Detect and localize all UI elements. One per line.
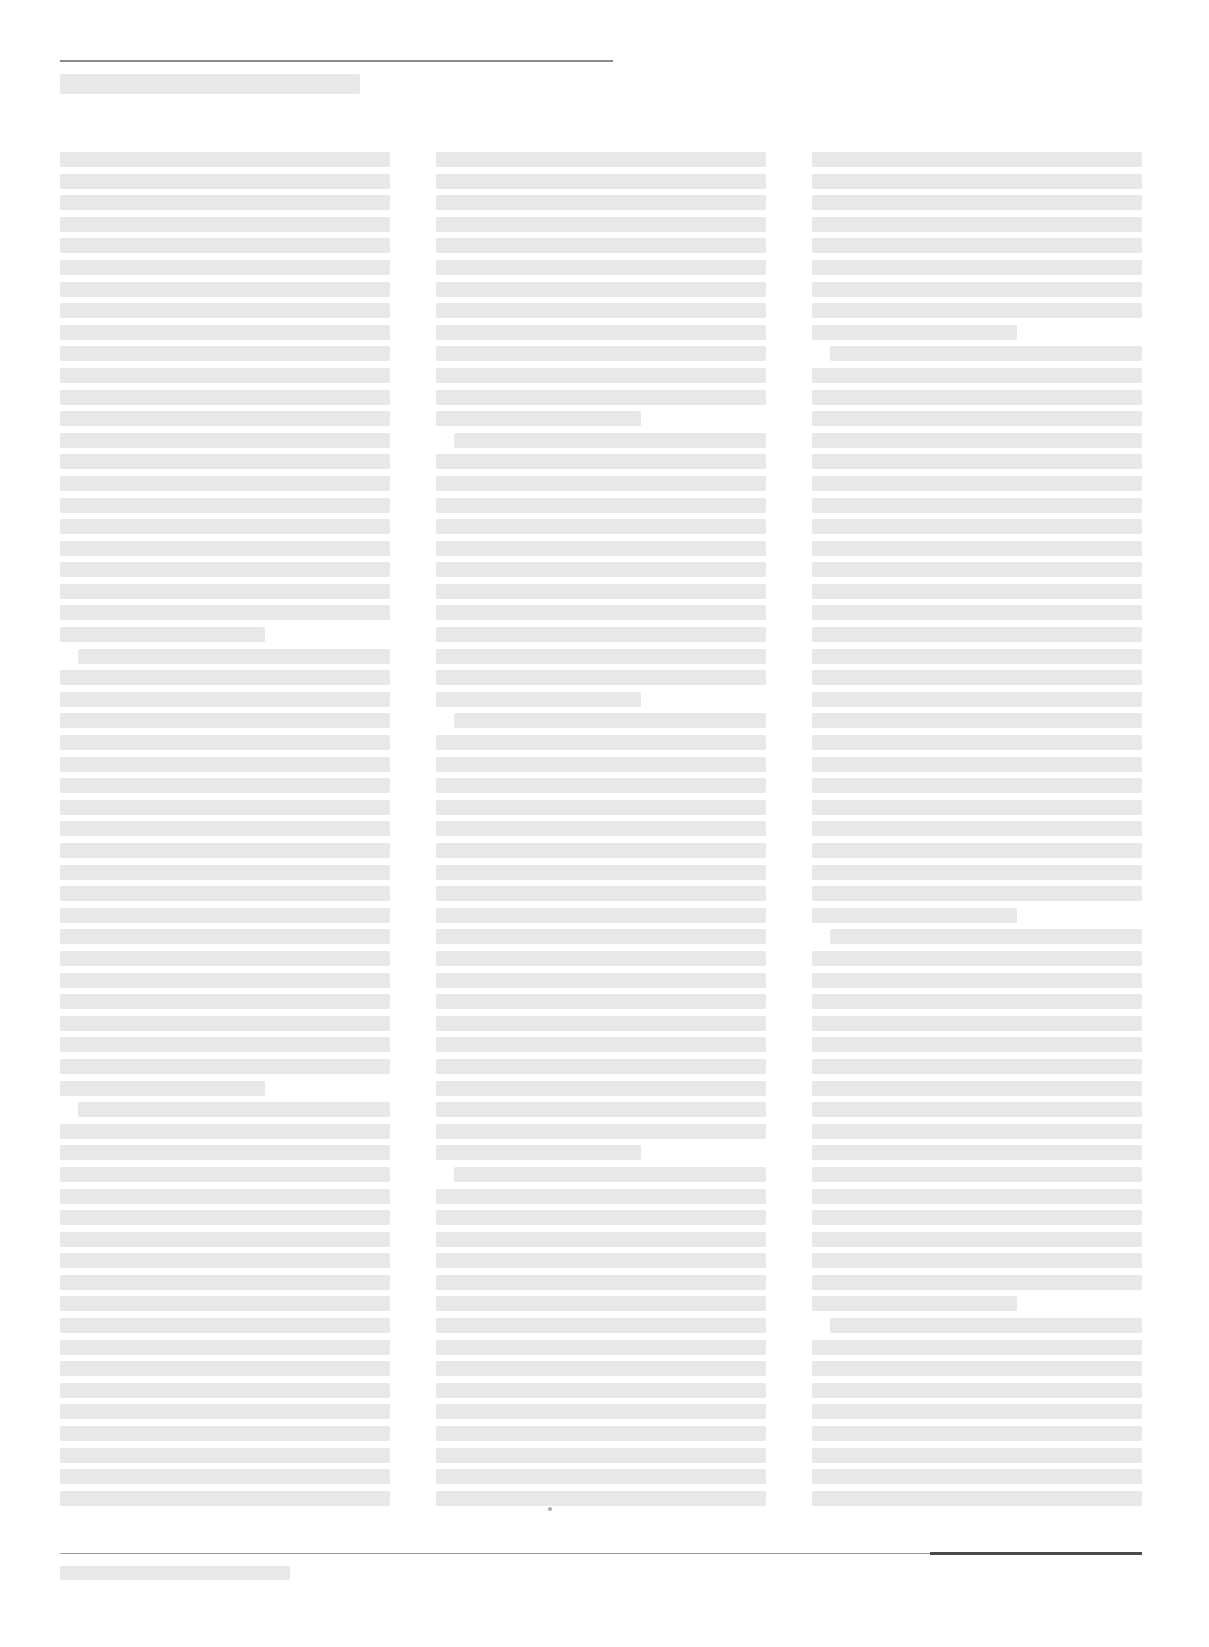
text-line	[812, 649, 1142, 664]
center-mark	[548, 1507, 552, 1511]
text-line	[436, 238, 766, 253]
text-line	[812, 303, 1142, 318]
text-line	[436, 217, 766, 232]
text-line	[60, 1145, 390, 1160]
text-line	[812, 1232, 1142, 1247]
text-line	[812, 217, 1142, 232]
text-line	[436, 1404, 766, 1419]
text-line	[60, 238, 390, 253]
text-line	[60, 757, 390, 772]
text-line	[454, 713, 766, 728]
text-line	[436, 649, 766, 664]
text-line	[60, 800, 390, 815]
text-line	[60, 1037, 390, 1052]
text-line	[436, 929, 766, 944]
text-line	[60, 778, 390, 793]
text-line	[812, 433, 1142, 448]
text-line	[436, 1318, 766, 1333]
text-line	[60, 1404, 390, 1419]
text-line	[60, 605, 390, 620]
text-line	[60, 282, 390, 297]
text-line	[812, 1426, 1142, 1441]
text-line	[60, 303, 390, 318]
text-line	[60, 929, 390, 944]
text-line	[60, 886, 390, 901]
text-line	[60, 217, 390, 232]
text-line	[830, 929, 1142, 944]
text-line	[812, 1145, 1142, 1160]
text-line	[60, 1361, 390, 1376]
text-line	[812, 454, 1142, 469]
text-line	[60, 843, 390, 858]
text-line	[436, 195, 766, 210]
text-line	[812, 1404, 1142, 1419]
text-line	[812, 498, 1142, 513]
text-line	[60, 1232, 390, 1247]
text-line	[812, 282, 1142, 297]
text-line	[60, 735, 390, 750]
text-line	[436, 1124, 766, 1139]
text-line	[436, 757, 766, 772]
text-line	[812, 1167, 1142, 1182]
text-line	[60, 368, 390, 383]
text-line	[436, 260, 766, 275]
bottom-rule-left	[60, 1553, 930, 1554]
text-line	[812, 541, 1142, 556]
text-line	[812, 1081, 1142, 1096]
text-line	[812, 1340, 1142, 1355]
text-line	[436, 584, 766, 599]
text-line	[812, 951, 1142, 966]
text-line	[812, 584, 1142, 599]
text-line	[60, 454, 390, 469]
text-line	[60, 1275, 390, 1290]
text-line	[812, 778, 1142, 793]
text-line	[436, 605, 766, 620]
text-line	[436, 411, 641, 426]
text-line	[60, 627, 265, 642]
text-line	[60, 1469, 390, 1484]
text-line	[60, 1426, 390, 1441]
text-line	[60, 433, 390, 448]
text-line	[60, 476, 390, 491]
text-line	[812, 1383, 1142, 1398]
text-line	[436, 1383, 766, 1398]
text-line	[436, 1296, 766, 1311]
text-line	[436, 152, 766, 167]
text-line	[60, 670, 390, 685]
text-line	[436, 325, 766, 340]
text-line	[812, 1491, 1142, 1506]
text-line	[60, 1016, 390, 1031]
text-line	[436, 1145, 641, 1160]
text-line	[812, 1016, 1142, 1031]
text-line	[436, 174, 766, 189]
text-line	[812, 1189, 1142, 1204]
text-line	[436, 303, 766, 318]
text-line	[436, 1081, 766, 1096]
text-line	[436, 1491, 766, 1506]
text-line	[60, 865, 390, 880]
text-line	[60, 1448, 390, 1463]
text-line	[78, 1102, 390, 1117]
text-line	[436, 1361, 766, 1376]
text-line	[60, 1189, 390, 1204]
column-left	[60, 152, 390, 1512]
text-line	[78, 649, 390, 664]
column-right	[812, 152, 1142, 1512]
text-line	[436, 1340, 766, 1355]
text-line	[812, 195, 1142, 210]
text-line	[436, 627, 766, 642]
text-line	[454, 1167, 766, 1182]
text-line	[812, 1275, 1142, 1290]
text-line	[812, 800, 1142, 815]
text-line	[60, 390, 390, 405]
text-line	[60, 174, 390, 189]
text-line	[812, 1361, 1142, 1376]
text-line	[830, 1318, 1142, 1333]
text-line	[812, 865, 1142, 880]
text-line	[60, 260, 390, 275]
text-line	[60, 1210, 390, 1225]
text-line	[436, 1102, 766, 1117]
text-line	[60, 195, 390, 210]
text-line	[60, 562, 390, 577]
text-line	[812, 1210, 1142, 1225]
text-line	[812, 908, 1017, 923]
text-line	[60, 1296, 390, 1311]
text-line	[812, 1469, 1142, 1484]
footer-text-blurred	[60, 1566, 290, 1580]
text-line	[60, 1253, 390, 1268]
text-line	[60, 519, 390, 534]
text-line	[436, 454, 766, 469]
text-line	[60, 1318, 390, 1333]
text-line	[60, 713, 390, 728]
text-line	[436, 562, 766, 577]
text-line	[60, 821, 390, 836]
text-line	[60, 498, 390, 513]
text-line	[436, 476, 766, 491]
text-line	[812, 886, 1142, 901]
text-line	[60, 973, 390, 988]
text-line	[812, 713, 1142, 728]
text-line	[812, 1124, 1142, 1139]
text-line	[436, 821, 766, 836]
text-line	[436, 390, 766, 405]
text-line	[60, 152, 390, 167]
text-line	[436, 692, 641, 707]
text-line	[812, 368, 1142, 383]
text-line	[436, 1275, 766, 1290]
text-line	[436, 994, 766, 1009]
text-line	[436, 1210, 766, 1225]
text-line	[812, 757, 1142, 772]
text-line	[812, 973, 1142, 988]
text-line	[812, 562, 1142, 577]
text-line	[60, 1340, 390, 1355]
text-line	[436, 541, 766, 556]
text-line	[812, 821, 1142, 836]
text-line	[436, 368, 766, 383]
text-line	[812, 627, 1142, 642]
top-rule	[60, 60, 613, 62]
text-line	[812, 411, 1142, 426]
text-line	[436, 1232, 766, 1247]
text-line	[436, 778, 766, 793]
text-line	[812, 1253, 1142, 1268]
text-line	[436, 1037, 766, 1052]
text-line	[60, 584, 390, 599]
text-line	[436, 1059, 766, 1074]
text-line	[812, 1037, 1142, 1052]
text-line	[812, 260, 1142, 275]
text-line	[812, 994, 1142, 1009]
running-head-blurred	[60, 74, 360, 94]
text-line	[60, 346, 390, 361]
text-line	[436, 973, 766, 988]
text-line	[60, 951, 390, 966]
text-line	[436, 1016, 766, 1031]
text-line	[436, 951, 766, 966]
text-line	[812, 1296, 1017, 1311]
text-line	[812, 735, 1142, 750]
text-line	[436, 800, 766, 815]
text-line	[812, 1102, 1142, 1117]
text-line	[60, 1124, 390, 1139]
text-line	[436, 886, 766, 901]
text-line	[830, 346, 1142, 361]
text-line	[60, 908, 390, 923]
text-line	[436, 865, 766, 880]
text-line	[60, 1383, 390, 1398]
text-line	[812, 174, 1142, 189]
text-line	[60, 1059, 390, 1074]
text-line	[60, 1081, 265, 1096]
text-line	[812, 390, 1142, 405]
text-line	[812, 325, 1017, 340]
text-line	[436, 282, 766, 297]
text-line	[436, 1426, 766, 1441]
text-line	[812, 843, 1142, 858]
text-line	[812, 519, 1142, 534]
text-line	[812, 152, 1142, 167]
text-line	[60, 325, 390, 340]
text-line	[436, 519, 766, 534]
text-line	[436, 498, 766, 513]
text-line	[812, 605, 1142, 620]
text-columns	[60, 152, 1142, 1512]
text-line	[60, 994, 390, 1009]
text-line	[60, 411, 390, 426]
text-line	[812, 1448, 1142, 1463]
text-line	[436, 908, 766, 923]
text-line	[436, 1448, 766, 1463]
text-line	[60, 1491, 390, 1506]
text-line	[436, 1469, 766, 1484]
text-line	[60, 692, 390, 707]
text-line	[812, 692, 1142, 707]
text-line	[436, 843, 766, 858]
text-line	[436, 670, 766, 685]
text-line	[454, 433, 766, 448]
text-line	[60, 1167, 390, 1182]
text-line	[812, 1059, 1142, 1074]
text-line	[812, 238, 1142, 253]
text-line	[812, 476, 1142, 491]
text-line	[436, 346, 766, 361]
column-middle	[436, 152, 766, 1512]
text-line	[436, 1253, 766, 1268]
text-line	[812, 670, 1142, 685]
text-line	[60, 541, 390, 556]
text-line	[436, 1189, 766, 1204]
bottom-rule-right	[930, 1552, 1142, 1555]
text-line	[436, 735, 766, 750]
